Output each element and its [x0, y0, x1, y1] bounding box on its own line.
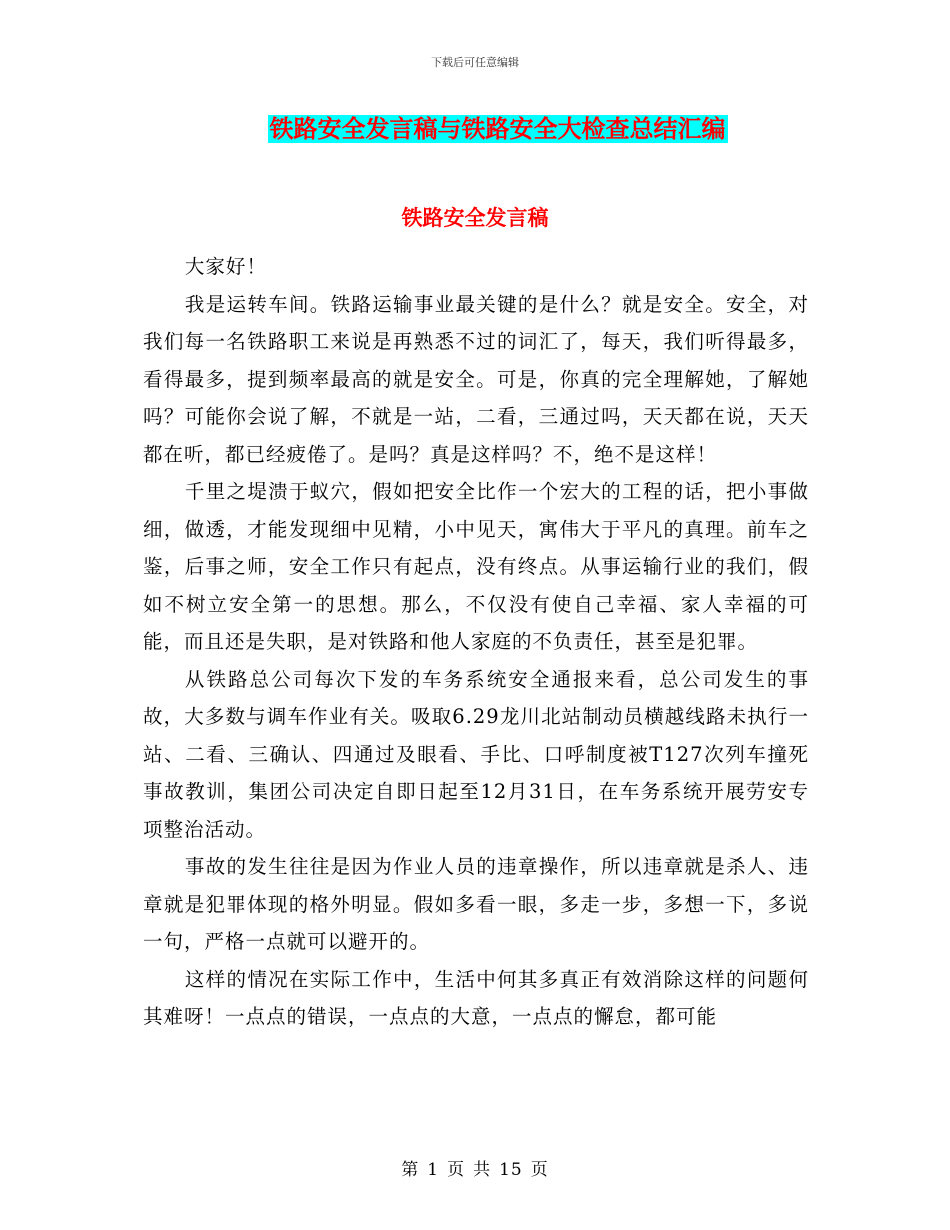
- paragraph: 事故的发生往往是因为作业人员的违章操作，所以违章就是杀人、违章就是犯罪体现的格外明显。假如多看一眼，多走一步，多想一下，多说一句，严格一点就可以避开的。: [143, 855, 809, 953]
- paragraph: 这样的情况在实际工作中，生活中何其多真正有效消除这样的问题何其难呀！一点点的错误，一点点的大意，一点点的懈怠，都可能: [143, 967, 809, 1028]
- footer-suffix: 页: [530, 1160, 549, 1180]
- paragraph-greeting: 大家好！: [184, 255, 267, 278]
- footer-total-pages: 15: [499, 1160, 523, 1180]
- paragraph: 从铁路总公司每次下发的车务系统安全通报来看，总公司发生的事故，大多数与调车作业有关。吸取6.29龙川北站制动员横越线路未执行一站、二看、三确认、四通过及眼看、手比、口呼制度被T127次列车撞死事故教训，集团公司决定自即日起至12月31日，在车务系统开展劳安专项整治活动。: [143, 667, 809, 841]
- page-footer: [0, 1155, 950, 1180]
- document-title: [245, 114, 750, 144]
- footer-page-number: 1: [427, 1160, 440, 1180]
- document-title-text: 铁路安全发言稿与铁路安全大检查总结汇编: [269, 115, 726, 143]
- section-title: 铁路安全发言稿: [401, 206, 549, 230]
- footer-prefix: 第: [401, 1160, 420, 1180]
- paragraph: 千里之堤溃于蚁穴，假如把安全比作一个宏大的工程的话，把小事做细，做透，才能发现细中见精，小中见天，寓伟大于平凡的真理。前车之鉴，后事之师，安全工作只有起点，没有终点。从事运输行业的我们，假如不树立安全第一的思想。那么，不仅没有使自己幸福、家人幸福的可能，而且还是失职，是对铁路和他人家庭的不负责任，甚至是犯罪。: [143, 480, 809, 653]
- footer-page-label: 页: [447, 1160, 466, 1180]
- footer-total-label: 共: [473, 1160, 492, 1180]
- page-header-note: 下载后可任意编辑: [431, 56, 519, 69]
- paragraph: 我是运转车间。铁路运输事业最关键的是什么？就是安全。安全，对我们每一名铁路职工来说是再熟悉不过的词汇了，每天，我们听得最多，看得最多，提到频率最高的就是安全。可是，你真的完全理解她，了解她吗？可能你会说了解，不就是一站，二看，三通过吗，天天都在说，天天都在听，都已经疲倦了。是吗？真是这样吗？不，绝不是这样！: [143, 292, 809, 466]
- document-body: [143, 248, 809, 1036]
